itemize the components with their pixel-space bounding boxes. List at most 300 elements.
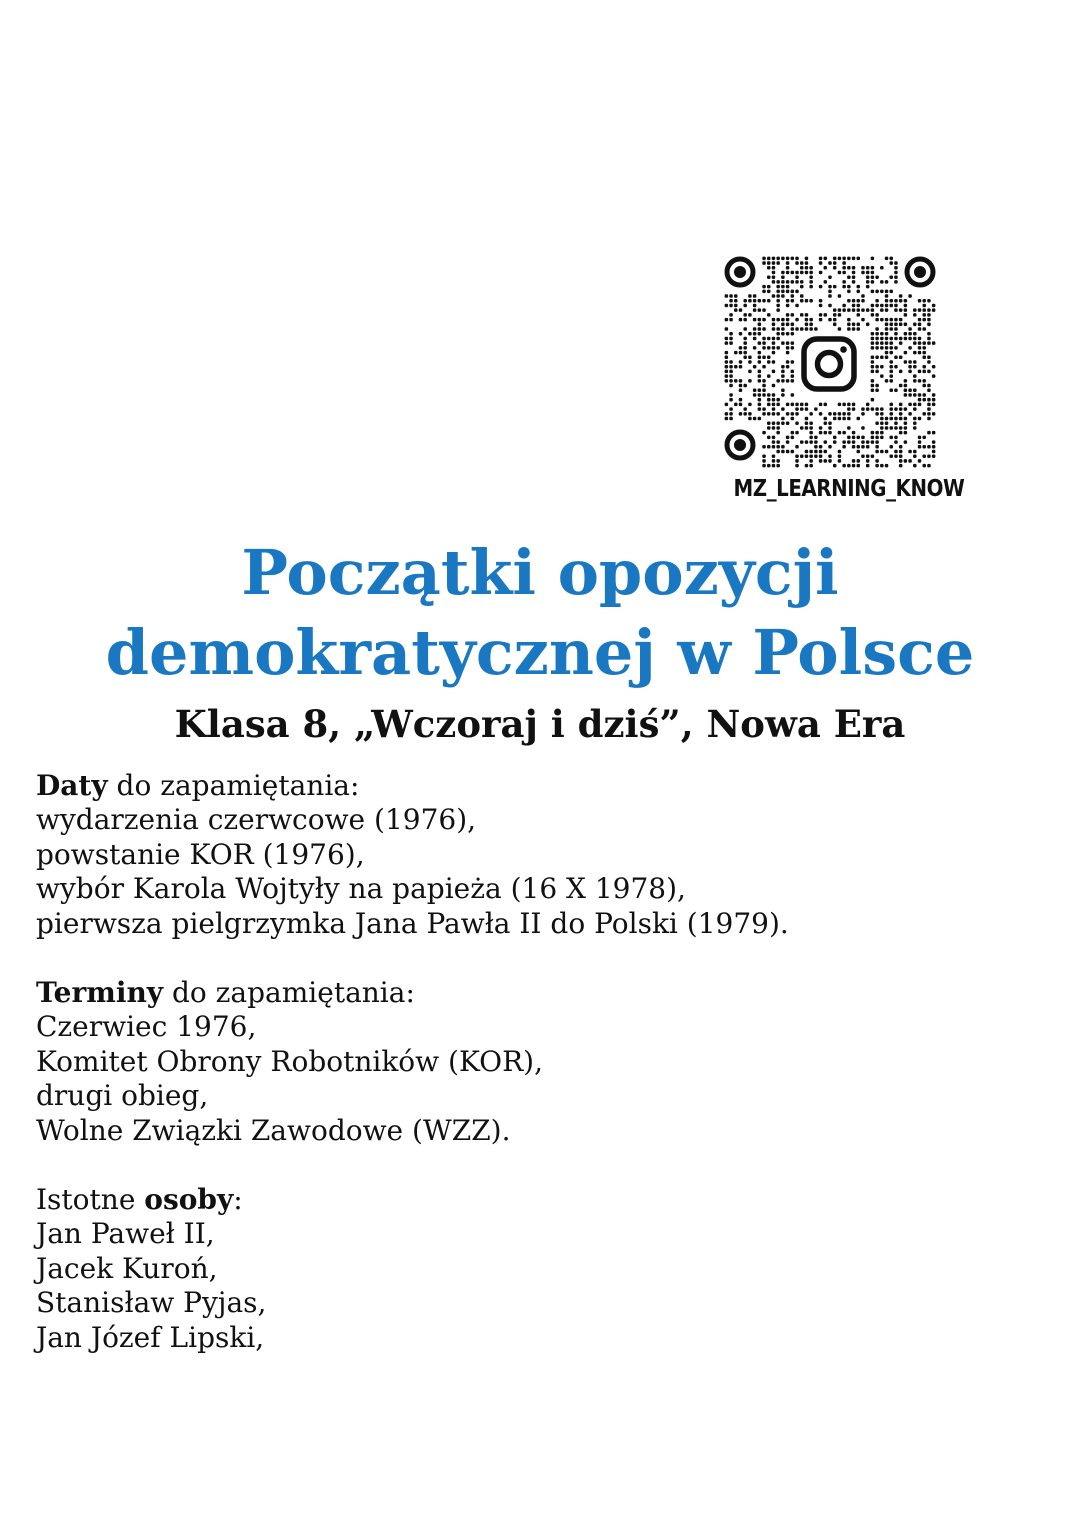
- qr-module: [857, 323, 861, 327]
- qr-module: [904, 351, 908, 355]
- qr-module: [762, 341, 766, 345]
- qr-module: [767, 290, 771, 294]
- qr-module: [927, 341, 931, 345]
- qr-module: [748, 313, 752, 317]
- qr-module: [880, 266, 884, 270]
- qr-module: [885, 257, 889, 261]
- qr-module: [824, 417, 828, 421]
- qr-module: [767, 464, 771, 468]
- qr-module: [932, 431, 936, 435]
- title-line-2: demokratycznej w Polsce: [105, 616, 975, 689]
- qr-module: [885, 290, 889, 294]
- qr-module: [857, 445, 861, 449]
- qr-module: [725, 341, 729, 345]
- qr-module: [762, 431, 766, 435]
- qr-module: [894, 346, 898, 350]
- qr-module: [861, 271, 865, 275]
- qr-module: [786, 299, 790, 303]
- qr-module: [885, 337, 889, 341]
- qr-module: [904, 308, 908, 312]
- qr-module: [838, 454, 842, 458]
- qr-module: [885, 379, 889, 383]
- qr-module: [894, 332, 898, 336]
- qr-module: [725, 304, 729, 308]
- qr-module: [753, 389, 757, 393]
- qr-module: [772, 341, 776, 345]
- qr-module: [866, 280, 870, 284]
- qr-module: [729, 407, 733, 411]
- qr-module: [734, 294, 738, 298]
- qr-module: [795, 403, 799, 407]
- qr-module: [734, 308, 738, 312]
- qr-module: [776, 426, 780, 430]
- qr-module: [743, 318, 747, 322]
- qr-module: [885, 450, 889, 454]
- qr-module: [748, 332, 752, 336]
- qr-module: [772, 271, 776, 275]
- qr-module: [748, 299, 752, 303]
- qr-module: [814, 450, 818, 454]
- qr-module: [772, 421, 776, 425]
- qr-module: [786, 341, 790, 345]
- qr-module: [922, 370, 926, 374]
- qr-module: [786, 313, 790, 317]
- qr-module: [871, 275, 875, 279]
- qr-module: [795, 421, 799, 425]
- qr-module: [791, 450, 795, 454]
- qr-module: [758, 379, 762, 383]
- qr-module: [889, 304, 893, 308]
- qr-module: [819, 403, 823, 407]
- qr-module: [847, 412, 851, 416]
- qr-module: [852, 266, 856, 270]
- qr-module: [871, 360, 875, 364]
- qr-module: [847, 440, 851, 444]
- qr-module: [781, 290, 785, 294]
- list-item: Stanisław Pyjas,: [36, 1286, 267, 1320]
- qr-module: [772, 346, 776, 350]
- qr-module: [809, 275, 813, 279]
- qr-module: [842, 257, 846, 261]
- qr-module: [767, 360, 771, 364]
- qr-module: [762, 389, 766, 393]
- qr-module: [772, 370, 776, 374]
- qr-module: [857, 304, 861, 308]
- qr-module: [885, 280, 889, 284]
- qr-module: [932, 304, 936, 308]
- qr-module: [786, 285, 790, 289]
- qr-module: [847, 323, 851, 327]
- qr-module: [889, 389, 893, 393]
- qr-module: [786, 304, 790, 308]
- qr-module: [739, 308, 743, 312]
- list-item: powstanie KOR (1976),: [36, 837, 365, 871]
- qr-module: [927, 407, 931, 411]
- list-item: Komitet Obrony Robotników (KOR),: [36, 1044, 543, 1078]
- qr-module: [791, 360, 795, 364]
- qr-module: [791, 341, 795, 345]
- qr-module: [758, 332, 762, 336]
- qr-module: [927, 332, 931, 336]
- qr-module: [904, 323, 908, 327]
- qr-module: [781, 294, 785, 298]
- qr-module: [758, 341, 762, 345]
- qr-module: [729, 374, 733, 378]
- qr-module: [922, 341, 926, 345]
- qr-module: [871, 365, 875, 369]
- qr-module: [772, 294, 776, 298]
- qr-module: [828, 412, 832, 416]
- qr-module: [776, 304, 780, 308]
- qr-module: [786, 365, 790, 369]
- qr-module: [880, 426, 884, 430]
- qr-module: [767, 285, 771, 289]
- qr-module: [918, 327, 922, 331]
- qr-module: [918, 351, 922, 355]
- qr-module: [762, 379, 766, 383]
- qr-module: [838, 417, 842, 421]
- qr-module: [748, 370, 752, 374]
- qr-module: [828, 459, 832, 463]
- qr-module: [875, 365, 879, 369]
- qr-module: [932, 445, 936, 449]
- qr-module: [889, 412, 893, 416]
- qr-module: [786, 346, 790, 350]
- qr-module: [795, 407, 799, 411]
- qr-module: [791, 327, 795, 331]
- qr-module: [871, 257, 875, 261]
- qr-module: [932, 374, 936, 378]
- qr-module: [833, 436, 837, 440]
- qr-module: [857, 285, 861, 289]
- qr-module: [847, 308, 851, 312]
- qr-module: [795, 445, 799, 449]
- qr-module: [913, 403, 917, 407]
- qr-module: [824, 459, 828, 463]
- qr-module: [899, 459, 903, 463]
- qr-module: [734, 304, 738, 308]
- qr-module: [743, 407, 747, 411]
- qr-module: [729, 365, 733, 369]
- qr-module: [833, 313, 837, 317]
- qr-module: [795, 261, 799, 265]
- qr-module: [908, 389, 912, 393]
- qr-module: [800, 454, 804, 458]
- qr-module: [880, 431, 884, 435]
- qr-finder-top-right: [907, 259, 933, 285]
- qr-module: [894, 450, 898, 454]
- qr-module: [908, 370, 912, 374]
- qr-module: [781, 421, 785, 425]
- qr-module: [729, 384, 733, 388]
- qr-module: [739, 403, 743, 407]
- qr-module: [885, 323, 889, 327]
- qr-module: [729, 294, 733, 298]
- qr-module: [781, 257, 785, 261]
- qr-module: [894, 421, 898, 425]
- qr-module: [725, 412, 729, 416]
- qr-module: [904, 313, 908, 317]
- qr-module: [767, 299, 771, 303]
- qr-module: [833, 323, 837, 327]
- qr-module: [729, 412, 733, 416]
- qr-module: [772, 436, 776, 440]
- qr-module: [762, 318, 766, 322]
- qr-module: [748, 417, 752, 421]
- qr-module: [894, 271, 898, 275]
- qr-module: [767, 421, 771, 425]
- qr-module: [922, 299, 926, 303]
- qr-module: [781, 374, 785, 378]
- qr-module: [767, 313, 771, 317]
- qr-module: [734, 379, 738, 383]
- qr-module: [899, 403, 903, 407]
- qr-module: [781, 341, 785, 345]
- qr-module: [814, 407, 818, 411]
- qr-module: [847, 464, 851, 468]
- qr-module: [772, 327, 776, 331]
- qr-module: [908, 403, 912, 407]
- qr-module: [899, 431, 903, 435]
- qr-module: [809, 323, 813, 327]
- qr-module: [838, 431, 842, 435]
- qr-module: [809, 299, 813, 303]
- qr-module: [762, 393, 766, 397]
- qr-module: [866, 308, 870, 312]
- qr-module: [748, 403, 752, 407]
- qr-module: [743, 384, 747, 388]
- qr-module: [894, 266, 898, 270]
- qr-module: [809, 431, 813, 435]
- qr-module: [889, 261, 893, 265]
- qr-module: [795, 318, 799, 322]
- qr-module: [772, 412, 776, 416]
- qr-module: [819, 412, 823, 416]
- qr-module: [795, 412, 799, 416]
- qr-module: [866, 454, 870, 458]
- qr-module: [918, 436, 922, 440]
- terms-heading-bold: Terminy: [36, 976, 164, 1009]
- people-heading-bold: osoby: [144, 1183, 234, 1216]
- qr-module: [772, 454, 776, 458]
- page-title: [0, 533, 1080, 693]
- qr-module: [889, 299, 893, 303]
- qr-module: [885, 356, 889, 360]
- qr-module: [871, 379, 875, 383]
- qr-module: [776, 280, 780, 284]
- qr-module: [819, 450, 823, 454]
- qr-module: [762, 308, 766, 312]
- qr-module: [781, 417, 785, 421]
- qr-module: [758, 299, 762, 303]
- qr-module: [762, 257, 766, 261]
- qr-module: [875, 440, 879, 444]
- qr-module: [739, 412, 743, 416]
- qr-module: [753, 304, 757, 308]
- qr-module: [857, 459, 861, 463]
- qr-module: [772, 280, 776, 284]
- qr-module: [781, 389, 785, 393]
- qr-module: [904, 304, 908, 308]
- qr-module: [833, 412, 837, 416]
- qr-module: [833, 464, 837, 468]
- qr-module: [899, 294, 903, 298]
- qr-finder-top-left: [727, 259, 753, 285]
- qr-module: [809, 266, 813, 270]
- qr-module: [819, 313, 823, 317]
- qr-module: [871, 346, 875, 350]
- qr-module: [842, 308, 846, 312]
- qr-module: [932, 454, 936, 458]
- qr-module: [828, 285, 832, 289]
- qr-module: [866, 271, 870, 275]
- list-item: Jan Józef Lipski,: [36, 1320, 265, 1354]
- qr-module: [729, 379, 733, 383]
- qr-module: [828, 421, 832, 425]
- qr-module: [852, 464, 856, 468]
- qr-module: [904, 421, 908, 425]
- qr-module: [824, 421, 828, 425]
- qr-module: [791, 257, 795, 261]
- qr-module: [875, 445, 879, 449]
- qr-module: [904, 393, 908, 397]
- qr-module: [871, 304, 875, 308]
- qr-module: [875, 450, 879, 454]
- qr-module: [913, 308, 917, 312]
- qr-module: [866, 403, 870, 407]
- qr-module: [805, 261, 809, 265]
- qr-module: [819, 445, 823, 449]
- qr-module: [809, 454, 813, 458]
- qr-module: [729, 337, 733, 341]
- qr-module: [772, 403, 776, 407]
- qr-module: [753, 346, 757, 350]
- qr-module: [847, 436, 851, 440]
- qr-module: [932, 450, 936, 454]
- qr-module: [805, 454, 809, 458]
- qr-module: [899, 426, 903, 430]
- qr-module: [772, 459, 776, 463]
- qr-module: [786, 271, 790, 275]
- qr-module: [776, 450, 780, 454]
- qr-module: [800, 261, 804, 265]
- qr-module: [743, 346, 747, 350]
- qr-module: [809, 426, 813, 430]
- qr-module: [734, 403, 738, 407]
- qr-module: [875, 337, 879, 341]
- qr-module: [809, 280, 813, 284]
- qr-module: [871, 356, 875, 360]
- qr-module: [908, 327, 912, 331]
- qr-module: [762, 445, 766, 449]
- qr-module: [772, 398, 776, 402]
- qr-module: [894, 304, 898, 308]
- qr-module: [908, 450, 912, 454]
- qr-module: [913, 407, 917, 411]
- qr-module: [758, 356, 762, 360]
- qr-module: [758, 360, 762, 364]
- qr-module: [880, 436, 884, 440]
- qr-module: [838, 257, 842, 261]
- qr-module: [871, 290, 875, 294]
- qr-module: [842, 412, 846, 416]
- qr-module: [894, 417, 898, 421]
- qr-module: [866, 266, 870, 270]
- qr-module: [852, 271, 856, 275]
- qr-module: [880, 332, 884, 336]
- qr-module: [894, 327, 898, 331]
- qr-module: [875, 356, 879, 360]
- qr-module: [861, 440, 865, 444]
- qr-module: [847, 285, 851, 289]
- qr-module: [871, 398, 875, 402]
- qr-module: [772, 266, 776, 270]
- qr-module: [833, 285, 837, 289]
- qr-module: [880, 374, 884, 378]
- terms-section: [36, 976, 1036, 1148]
- qr-module: [866, 323, 870, 327]
- qr-module: [781, 271, 785, 275]
- qr-module: [795, 454, 799, 458]
- qr-module: [791, 290, 795, 294]
- qr-module: [753, 299, 757, 303]
- qr-module: [904, 440, 908, 444]
- qr-module: [833, 318, 837, 322]
- qr-module: [786, 403, 790, 407]
- qr-module: [786, 280, 790, 284]
- qr-finder-bottom-left: [727, 432, 753, 458]
- qr-module: [758, 308, 762, 312]
- people-heading-end: :: [233, 1183, 243, 1216]
- qr-module: [828, 445, 832, 449]
- qr-module: [772, 384, 776, 388]
- qr-module: [725, 360, 729, 364]
- qr-module: [791, 374, 795, 378]
- qr-module: [875, 412, 879, 416]
- qr-module: [842, 280, 846, 284]
- qr-module: [838, 403, 842, 407]
- qr-module: [838, 412, 842, 416]
- qr-module: [885, 327, 889, 331]
- qr-module: [729, 370, 733, 374]
- qr-module: [800, 266, 804, 270]
- qr-module: [922, 308, 926, 312]
- qr-module: [809, 440, 813, 444]
- qr-module: [880, 412, 884, 416]
- qr-module: [861, 266, 865, 270]
- qr-module: [932, 412, 936, 416]
- qr-module: [795, 459, 799, 463]
- qr-module: [805, 257, 809, 261]
- qr-module: [739, 379, 743, 383]
- qr-module: [772, 445, 776, 449]
- qr-module: [762, 464, 766, 468]
- qr-module: [889, 346, 893, 350]
- qr-module: [871, 308, 875, 312]
- qr-module: [880, 308, 884, 312]
- qr-module: [932, 341, 936, 345]
- qr-module: [838, 327, 842, 331]
- qr-module: [889, 417, 893, 421]
- qr-module: [833, 417, 837, 421]
- qr-module: [904, 389, 908, 393]
- qr-module: [913, 450, 917, 454]
- qr-module: [725, 294, 729, 298]
- qr-module: [889, 379, 893, 383]
- qr-module: [875, 318, 879, 322]
- qr-module: [762, 407, 766, 411]
- terms-heading: [36, 976, 1036, 1010]
